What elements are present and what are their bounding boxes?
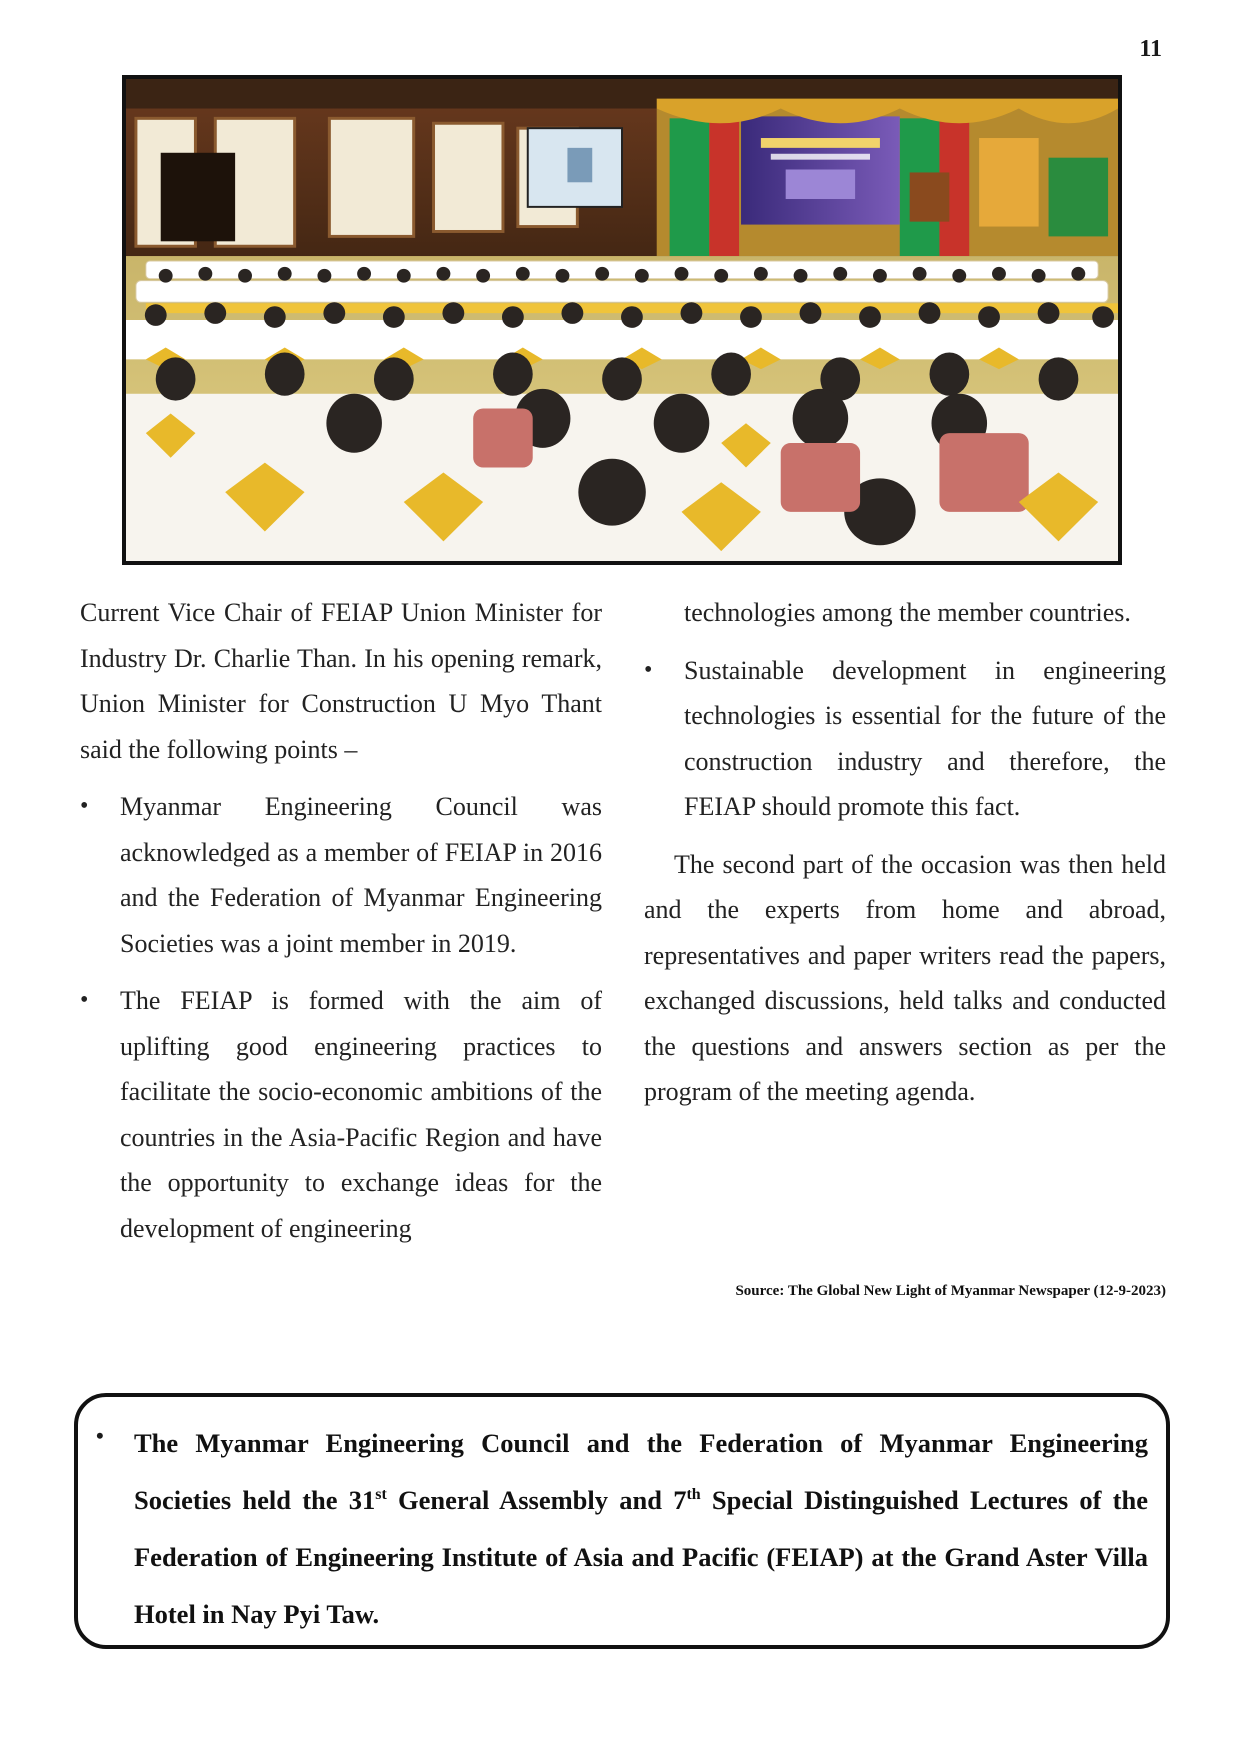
conference-hall-image [126,79,1118,561]
list-item: • Myanmar Engineering Council was acknowledged as a member of FEIAP in 2016 and the Federation of Myanmar Engineering Societies was a joint member in 2019. [80,784,602,966]
closing-paragraph: The second part of the occasion was then held and the experts from home and abroad, representatives and paper writers read the papers, exchanged discussions, held talks and conducted the questions and answers section as per the program of the meeting agenda. [644,849,1166,1106]
page-number: 11 [1139,36,1162,62]
right-column [644,590,1166,1115]
ordinal-suffix: th [686,1486,701,1504]
highlight-text [134,1415,1148,1643]
highlight-box [74,1393,1170,1649]
list-item: • Sustainable development in engineering technologies is essential for the future of the construction industry and therefore, the FEIAP should promote this fact. [644,648,1166,830]
highlight-part-2: General Assembly and 7 [386,1485,687,1515]
left-bullet-list [80,784,602,1251]
list-item: • The FEIAP is formed with the aim of uplifting good engineering practices to facilitate the socio-economic ambitions of the countries in the Asia-Pacific Region and have the opportunity to exchange ideas for the development of engineering [80,978,602,1251]
highlight-part-1: The Myanmar Engineering Council and the Federation of Myanmar Engineering Societies held the 31 [134,1428,1148,1515]
left-column [80,590,602,1263]
right-bullet-list [644,648,1166,830]
conference-hall-photo [122,75,1122,565]
highlight-part-3: Special Distinguished Lectures of the Federation of Engineering Institute of Asia and Pacific (FEIAP) at the Grand Aster Villa Hotel in Nay Pyi Taw. [134,1485,1148,1629]
ordinal-suffix: st [375,1486,387,1504]
source-citation: Source: The Global New Light of Myanmar Newspaper (12-9-2023) [735,1283,1166,1299]
bullet-continuation: technologies among the member countries. [684,598,1131,627]
intro-paragraph: Current Vice Chair of FEIAP Union Minister for Industry Dr. Charlie Than. In his opening remark, Union Minister for Construction U Myo Thant said the following points – [80,598,602,764]
bullet-icon: • [96,1423,104,1448]
